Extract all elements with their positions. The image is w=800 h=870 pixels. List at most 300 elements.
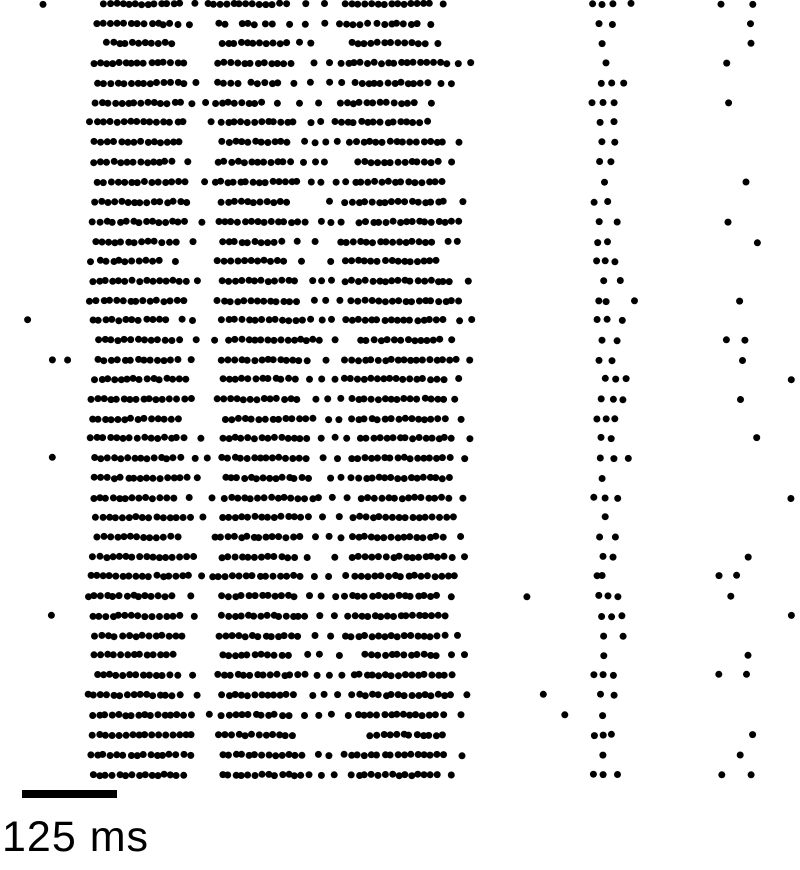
spike-dot	[342, 0, 349, 7]
spike-dot	[441, 434, 448, 441]
spike-dot	[297, 573, 304, 580]
spike-dot	[180, 712, 187, 719]
spike-dot	[326, 59, 333, 66]
spike-dot	[283, 199, 290, 206]
spike-dot	[187, 514, 194, 521]
spike-dot	[342, 278, 349, 285]
spike-dot	[614, 495, 621, 502]
spike-dot	[384, 336, 391, 343]
spike-dot	[355, 316, 362, 323]
spike-dot	[369, 239, 376, 246]
spike-dot	[130, 375, 137, 382]
spike-dot	[350, 238, 357, 245]
spike-dot	[332, 593, 339, 600]
spike-dot	[88, 396, 95, 403]
spike-dot	[238, 99, 245, 106]
spike-dot	[167, 297, 174, 304]
spike-dot	[149, 218, 156, 225]
spike-dot	[242, 633, 249, 640]
spike-dot	[242, 218, 249, 225]
spike-dot	[338, 672, 345, 679]
spike-dot	[455, 375, 462, 382]
spike-dot	[107, 434, 114, 441]
spike-dot	[102, 772, 109, 779]
spike-dot	[155, 219, 162, 226]
spike-dot	[371, 435, 378, 442]
spike-dot	[125, 573, 132, 580]
spike-dot	[154, 514, 161, 521]
spike-dot	[601, 179, 608, 186]
spike-dot	[238, 277, 245, 284]
spike-dot	[360, 395, 367, 402]
spike-dot	[114, 416, 121, 423]
spike-dot	[232, 514, 239, 521]
spike-dot	[299, 317, 306, 324]
spike-dot	[103, 60, 110, 67]
spike-dot	[333, 179, 340, 186]
spike-dot	[100, 0, 107, 7]
spike-dot	[111, 158, 118, 165]
spike-dot	[134, 435, 141, 442]
spike-dot	[264, 612, 271, 619]
spike-dot	[119, 672, 126, 679]
spike-dot	[256, 39, 263, 46]
spike-dot	[311, 573, 318, 580]
spike-dot	[274, 79, 281, 86]
spike-dot	[277, 376, 284, 383]
spike-dot	[561, 711, 568, 718]
spike-dot	[260, 672, 267, 679]
spike-dot	[274, 257, 281, 264]
spike-dot	[251, 357, 258, 364]
spike-dot	[264, 198, 271, 205]
spike-dot	[103, 159, 110, 166]
spike-dot	[327, 219, 334, 226]
spike-dot	[597, 119, 604, 126]
spike-dot	[356, 219, 363, 226]
spike-dot	[590, 494, 597, 501]
spike-dot	[284, 554, 291, 561]
spike-dot	[186, 494, 193, 501]
spike-dot	[293, 298, 300, 305]
spike-dot	[295, 613, 302, 620]
spike-dot	[112, 573, 119, 580]
spike-dot	[459, 495, 466, 502]
spike-dot	[231, 198, 238, 205]
spike-dot	[418, 573, 425, 580]
spike-dot	[316, 651, 323, 658]
spike-dot	[362, 297, 369, 304]
spike-dot	[377, 572, 384, 579]
spike-dot	[138, 238, 145, 245]
spike-dot	[441, 553, 448, 560]
spike-dot	[120, 80, 127, 87]
spike-dot	[146, 633, 153, 640]
spike-dot	[332, 434, 339, 441]
spike-dot	[237, 455, 244, 462]
spike-dot	[191, 613, 198, 620]
spike-dot	[599, 572, 606, 579]
spike-dot	[272, 316, 279, 323]
spike-dot	[292, 376, 299, 383]
spike-dot	[395, 691, 402, 698]
spike-dot	[114, 20, 121, 27]
spike-dot	[214, 60, 221, 67]
spike-dot	[599, 712, 606, 719]
spike-dot	[235, 158, 242, 165]
spike-dot	[244, 554, 251, 561]
spike-dot	[328, 711, 335, 718]
spike-dot	[421, 671, 428, 678]
spike-dot	[414, 0, 421, 7]
spike-dot	[623, 375, 630, 382]
spike-dot	[229, 572, 236, 579]
spike-dot	[419, 534, 426, 541]
spike-dot	[381, 474, 388, 481]
spike-dot	[274, 671, 281, 678]
spike-dot	[414, 258, 421, 265]
spike-dot	[439, 278, 446, 285]
spike-dot	[348, 691, 355, 698]
spike-dot	[407, 258, 414, 265]
spike-dot	[137, 138, 144, 145]
spike-dot	[146, 395, 153, 402]
spike-dot	[142, 494, 149, 501]
spike-dot	[296, 415, 303, 422]
spike-dot	[124, 651, 131, 658]
spike-dot	[162, 39, 169, 46]
spike-dot	[430, 337, 437, 344]
scale-bar	[22, 790, 117, 798]
spike-dot	[440, 534, 447, 541]
spike-dot	[600, 652, 607, 659]
spike-dot	[342, 178, 349, 185]
spike-dot	[415, 633, 422, 640]
spike-dot	[187, 752, 194, 759]
spike-dot	[255, 218, 262, 225]
spike-dot	[589, 99, 596, 106]
spike-dot	[608, 613, 615, 620]
spike-dot	[217, 534, 224, 541]
spike-dot	[109, 60, 116, 67]
spike-dot	[422, 40, 429, 47]
spike-dot	[118, 198, 125, 205]
spike-dot	[275, 416, 282, 423]
spike-dot	[218, 712, 225, 719]
spike-dot	[225, 278, 232, 285]
spike-dot	[263, 40, 270, 47]
spike-dot	[420, 592, 427, 599]
spike-dot	[440, 198, 447, 205]
spike-dot	[166, 20, 173, 27]
spike-dot	[156, 316, 163, 323]
spike-dot	[163, 494, 170, 501]
spike-dot	[277, 119, 284, 126]
spike-dot	[227, 80, 234, 87]
spike-dot	[173, 396, 180, 403]
spike-dot	[596, 20, 603, 27]
spike-dot	[439, 178, 446, 185]
spike-dot	[102, 277, 109, 284]
spike-dot	[181, 751, 188, 758]
spike-dot	[396, 239, 403, 246]
spike-dot	[354, 298, 361, 305]
spike-dot	[301, 495, 308, 502]
spike-dot	[155, 731, 162, 738]
spike-dot	[277, 573, 284, 580]
spike-dot	[290, 80, 297, 87]
spike-dot	[599, 752, 606, 759]
spike-dot	[389, 514, 396, 521]
spike-dot	[281, 632, 288, 639]
spike-dot	[231, 533, 238, 540]
spike-dot	[129, 277, 136, 284]
spike-dot	[279, 652, 286, 659]
spike-dot	[228, 416, 235, 423]
spike-dot	[242, 178, 249, 185]
spike-dot	[140, 534, 147, 541]
spike-dot	[449, 671, 456, 678]
spike-dot	[369, 297, 376, 304]
spike-dot	[164, 139, 171, 146]
spike-dot	[348, 455, 355, 462]
spike-dot	[162, 692, 169, 699]
spike-dot	[315, 494, 322, 501]
spike-dot	[98, 632, 105, 639]
spike-dot	[427, 297, 434, 304]
spike-dot	[130, 139, 137, 146]
spike-dot	[391, 495, 398, 502]
spike-dot	[309, 692, 316, 699]
spike-dot	[218, 691, 225, 698]
spike-dot	[345, 712, 352, 719]
spike-dot	[410, 80, 417, 87]
spike-dot	[302, 219, 309, 226]
spike-dot	[165, 751, 172, 758]
spike-dot	[600, 732, 607, 739]
spike-dot	[594, 316, 601, 323]
spike-dot	[600, 633, 607, 640]
spike-dot	[277, 692, 284, 699]
spike-dot	[162, 732, 169, 739]
spike-dot	[443, 514, 450, 521]
spike-dot	[736, 298, 743, 305]
spike-dot	[427, 752, 434, 759]
spike-dot	[162, 593, 169, 600]
spike-dot	[426, 712, 433, 719]
spike-dot	[198, 219, 205, 226]
spike-dot	[190, 238, 197, 245]
spike-dot	[288, 219, 295, 226]
spike-dot	[599, 40, 606, 47]
spike-dot	[415, 554, 422, 561]
spike-dot	[133, 396, 140, 403]
spike-dot	[382, 514, 389, 521]
spike-dot	[416, 119, 423, 126]
spike-dot	[131, 691, 138, 698]
spike-dot	[237, 435, 244, 442]
spike-dot	[390, 60, 397, 67]
spike-dot	[618, 612, 625, 619]
spike-dot	[540, 691, 547, 698]
spike-dot	[610, 455, 617, 462]
spike-dot	[251, 100, 258, 107]
spike-dot	[716, 572, 723, 579]
spike-dot	[595, 297, 602, 304]
spike-dot	[265, 592, 272, 599]
spike-dot	[367, 356, 374, 363]
spike-dot	[228, 731, 235, 738]
spike-dot	[134, 60, 141, 67]
spike-dot	[95, 336, 102, 343]
spike-dot	[402, 434, 409, 441]
spike-dot	[374, 20, 381, 27]
spike-dot	[411, 572, 418, 579]
spike-dot	[411, 99, 418, 106]
spike-dot	[244, 772, 251, 779]
spike-dot	[304, 651, 311, 658]
spike-dot	[258, 118, 265, 125]
spike-dot	[212, 100, 219, 107]
spike-dot	[180, 60, 187, 67]
spike-dot	[597, 691, 604, 698]
spike-dot	[161, 158, 168, 165]
spike-dot	[281, 494, 288, 501]
spike-dot	[411, 179, 418, 186]
spike-dot	[91, 60, 98, 67]
spike-dot	[100, 20, 107, 27]
spike-dot	[445, 495, 452, 502]
spike-dot	[388, 356, 395, 363]
spike-dot	[90, 771, 97, 778]
spike-dot	[406, 533, 413, 540]
spike-dot	[393, 711, 400, 718]
spike-dot	[400, 20, 407, 27]
spike-dot	[382, 238, 389, 245]
spike-dot	[374, 375, 381, 382]
spike-dot	[105, 239, 112, 246]
spike-dot	[609, 357, 616, 364]
spike-dot	[174, 297, 181, 304]
spike-dot	[354, 158, 361, 165]
spike-dot	[349, 533, 356, 540]
spike-dot	[397, 219, 404, 226]
spike-dot	[117, 455, 124, 462]
spike-dot	[244, 711, 251, 718]
spike-dot	[593, 257, 600, 264]
spike-dot	[231, 100, 238, 107]
spike-dot	[342, 316, 349, 323]
spike-dot	[184, 474, 191, 481]
spike-dot	[270, 692, 277, 699]
spike-dot	[271, 278, 278, 285]
spike-dot	[49, 454, 56, 461]
spike-dot	[139, 632, 146, 639]
spike-dot	[737, 396, 744, 403]
spike-dot	[218, 357, 225, 364]
spike-dot	[167, 712, 174, 719]
spike-dot	[403, 239, 410, 246]
spike-dot	[387, 752, 394, 759]
spike-dot	[95, 317, 102, 324]
spike-dot	[375, 298, 382, 305]
spike-dot	[361, 415, 368, 422]
spike-dot	[126, 434, 133, 441]
spike-dot	[325, 573, 332, 580]
spike-dot	[143, 455, 150, 462]
spike-dot	[102, 495, 109, 502]
spike-dot	[113, 396, 120, 403]
spike-dot	[144, 375, 151, 382]
spike-dot	[419, 357, 426, 364]
spike-dot	[132, 0, 139, 7]
spike-dot	[218, 119, 225, 126]
spike-dot	[150, 651, 157, 658]
spike-dot	[170, 495, 177, 502]
spike-dot	[136, 651, 143, 658]
spike-dot	[304, 554, 311, 561]
spike-dot	[422, 691, 429, 698]
spike-dot	[236, 731, 243, 738]
spike-dot	[270, 178, 277, 185]
spike-dot	[737, 752, 744, 759]
spike-dot	[355, 278, 362, 285]
spike-dot	[262, 179, 269, 186]
spike-dot	[619, 317, 626, 324]
spike-dot	[106, 572, 113, 579]
spike-dot	[294, 633, 301, 640]
spike-dot	[427, 138, 434, 145]
spike-dot	[204, 455, 211, 462]
spike-dot	[296, 39, 303, 46]
spike-dot	[749, 731, 756, 738]
spike-dot	[139, 573, 146, 580]
spike-dot	[264, 651, 271, 658]
spike-dot	[137, 159, 144, 166]
spike-dot	[434, 771, 441, 778]
spike-dot	[374, 416, 381, 423]
spike-dot	[743, 671, 750, 678]
spike-dot	[91, 454, 98, 461]
spike-dot	[433, 732, 440, 739]
spike-dot	[368, 0, 375, 7]
spike-dot	[108, 357, 115, 364]
spike-dot	[349, 317, 356, 324]
spike-dot	[307, 316, 314, 323]
spike-dot	[591, 199, 598, 206]
spike-dot	[291, 593, 298, 600]
spike-dot	[461, 455, 468, 462]
spike-dot	[391, 99, 398, 106]
spike-dot	[597, 455, 604, 462]
spike-dot	[377, 434, 384, 441]
spike-dot	[289, 732, 296, 739]
spike-dot	[160, 21, 167, 28]
spike-dot	[467, 59, 474, 66]
spike-dot	[603, 415, 610, 422]
spike-dot	[421, 771, 428, 778]
spike-dot	[262, 573, 269, 580]
spike-dot	[244, 434, 251, 441]
spike-dot	[344, 99, 351, 106]
spike-dot	[240, 396, 247, 403]
spike-dot	[368, 771, 375, 778]
spike-dot	[299, 474, 306, 481]
spike-dot	[432, 711, 439, 718]
spike-dot	[256, 731, 263, 738]
spike-dot	[743, 179, 750, 186]
spike-dot	[351, 671, 358, 678]
